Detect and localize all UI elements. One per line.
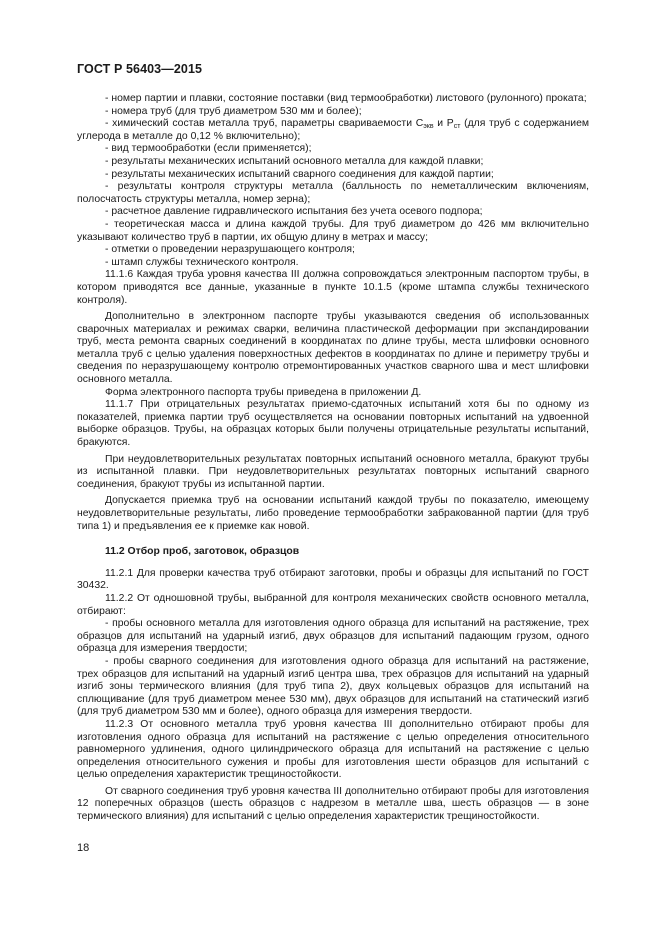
list-item: - штамп службы технического контроля.: [105, 256, 299, 268]
paragraph: При неудовлетворительных результатах повторных испытаний основного металла, бракуют трубы из испытанной плавки. При неудовлетворительных результатах повторных испытаний сварного соединения, бракуют трубы из испытанной партии.: [77, 453, 589, 490]
list-item: - результаты механических испытаний основного металла для каждой плавки;: [105, 155, 484, 167]
list-item: - химический состав металла труб, параметры свариваемости $C_{экв}$ и $P_{ст}$ (для труб с содержанием углерода в металле до 0,12 % включительно);: [77, 118, 589, 142]
paragraph: От сварного соединения труб уровня качества III дополнительно отбирают пробы для изготовления 12 поперечных образцов (шесть образцов с надрезом в металле шва, шесть образцов — в зоне термического влияния) для испытаний с целью определения характеристик трещиностойкости.: [77, 785, 589, 823]
list-item: - вид термообработки (если применяется);: [105, 143, 312, 155]
list-item: - расчетное давление гидравлического испытания без учета осевого подпора;: [105, 206, 483, 218]
clause-11-2-3: 11.2.3 От основного металла труб уровня качества III дополнительно отбирают пробы для изготовления одного образца для испытаний на растяжение с целью определения относительного равномерного удлинения, одного цилиндрического образца для испытаний на растяжение с целью определения относительного сужения и пробы для изготовления шести образцов для испытаний с целью определения характеристик трещиностойкости.: [77, 718, 589, 781]
paragraph: Дополнительно в электронном паспорте трубы указываются сведения об использованных сварочных материалах и режимах сварки, величина пластической деформации при экспандировании труб, места ремонта сварных соединений в координатах по длине трубы, места шлифовки основного металла труб с целью удаления поверхностных дефектов в координатах по длине и периметру трубы и сведения по неразрушающему контролю отремонтированных участков сварного шва и мест шлифовки основного металла.: [77, 311, 589, 386]
clause-11-2-2: 11.2.2 От одношовной трубы, выбранной для контроля механических свойств основного металла, отбирают:: [77, 592, 589, 617]
clause-11-1-7: 11.1.7 При отрицательных результатах приемо-сдаточных испытаний хотя бы по одному из показателей, приемка партии труб осуществляется на основании повторных испытаний на удвоенной выборке образцов. Трубы, на образцах которых были получены отрицательные результаты испытаний, бракуются.: [77, 399, 589, 449]
document-body: [77, 93, 589, 824]
list-item: - пробы сварного соединения для изготовления одного образца для испытаний на растяжение, трех образцов для испытаний на ударный изгиб центра шва, трех образцов для испытаний на ударный изгиб зоны термического влияния (для труб типа 2), двух кольцевых образцов для испытаний на сплющивание (для труб диаметром менее 530 мм), двух образцов для испытаний на статический изгиб (для труб диаметром 530 мм и более), одного образца для измерения твердости.: [77, 655, 589, 718]
document-header: ГОСТ Р 56403—2015: [77, 62, 203, 76]
clause-11-1-6: 11.1.6 Каждая труба уровня качества III должна сопровождаться электронным паспортом трубы, в котором приводятся все данные, указанные в пункте 10.1.5 (кроме штампа службы технического контроля).: [77, 269, 589, 306]
paragraph: Форма электронного паспорта трубы приведена в приложении Д.: [105, 386, 422, 398]
section-heading: 11.2 Отбор проб, заготовок, образцов: [105, 546, 300, 558]
list-item: - отметки о проведении неразрушающего контроля;: [105, 244, 355, 256]
page-number: 18: [77, 842, 90, 854]
list-item: - теоретическая масса и длина каждой трубы. Для труб диаметром до 426 мм включительно указывают количество труб в партии, их общую длину в метрах и массу;: [77, 218, 589, 243]
list-item: - пробы основного металла для изготовления одного образца для испытаний на растяжение, трех образцов для испытаний на ударный изгиб, двух образцов для испытаний падающим грузом, одного образца для измерения твердости;: [77, 618, 589, 655]
list-item: - результаты механических испытаний сварного соединения для каждой партии;: [105, 168, 494, 180]
list-item: - номера труб (для труб диаметром 530 мм и более);: [105, 105, 362, 117]
paragraph: Допускается приемка труб на основании испытаний каждой трубы по показателю, имеющему неудовлетворительные результаты, либо проведение термообработки забракованной партии (для труб типа 1) и предъявления ее к приемке как новой.: [77, 495, 589, 532]
list-item: - номер партии и плавки, состояние поставки (вид термообработки) листового (рулонного) проката;: [105, 93, 587, 104]
clause-11-2-1: 11.2.1 Для проверки качества труб отбирают заготовки, пробы и образцы для испытаний по ГОСТ 30432.: [77, 567, 589, 592]
list-item: - результаты контроля структуры металла (балльность по неметаллическим включениям, полосчатость структуры металла, номер зерна);: [77, 181, 589, 205]
